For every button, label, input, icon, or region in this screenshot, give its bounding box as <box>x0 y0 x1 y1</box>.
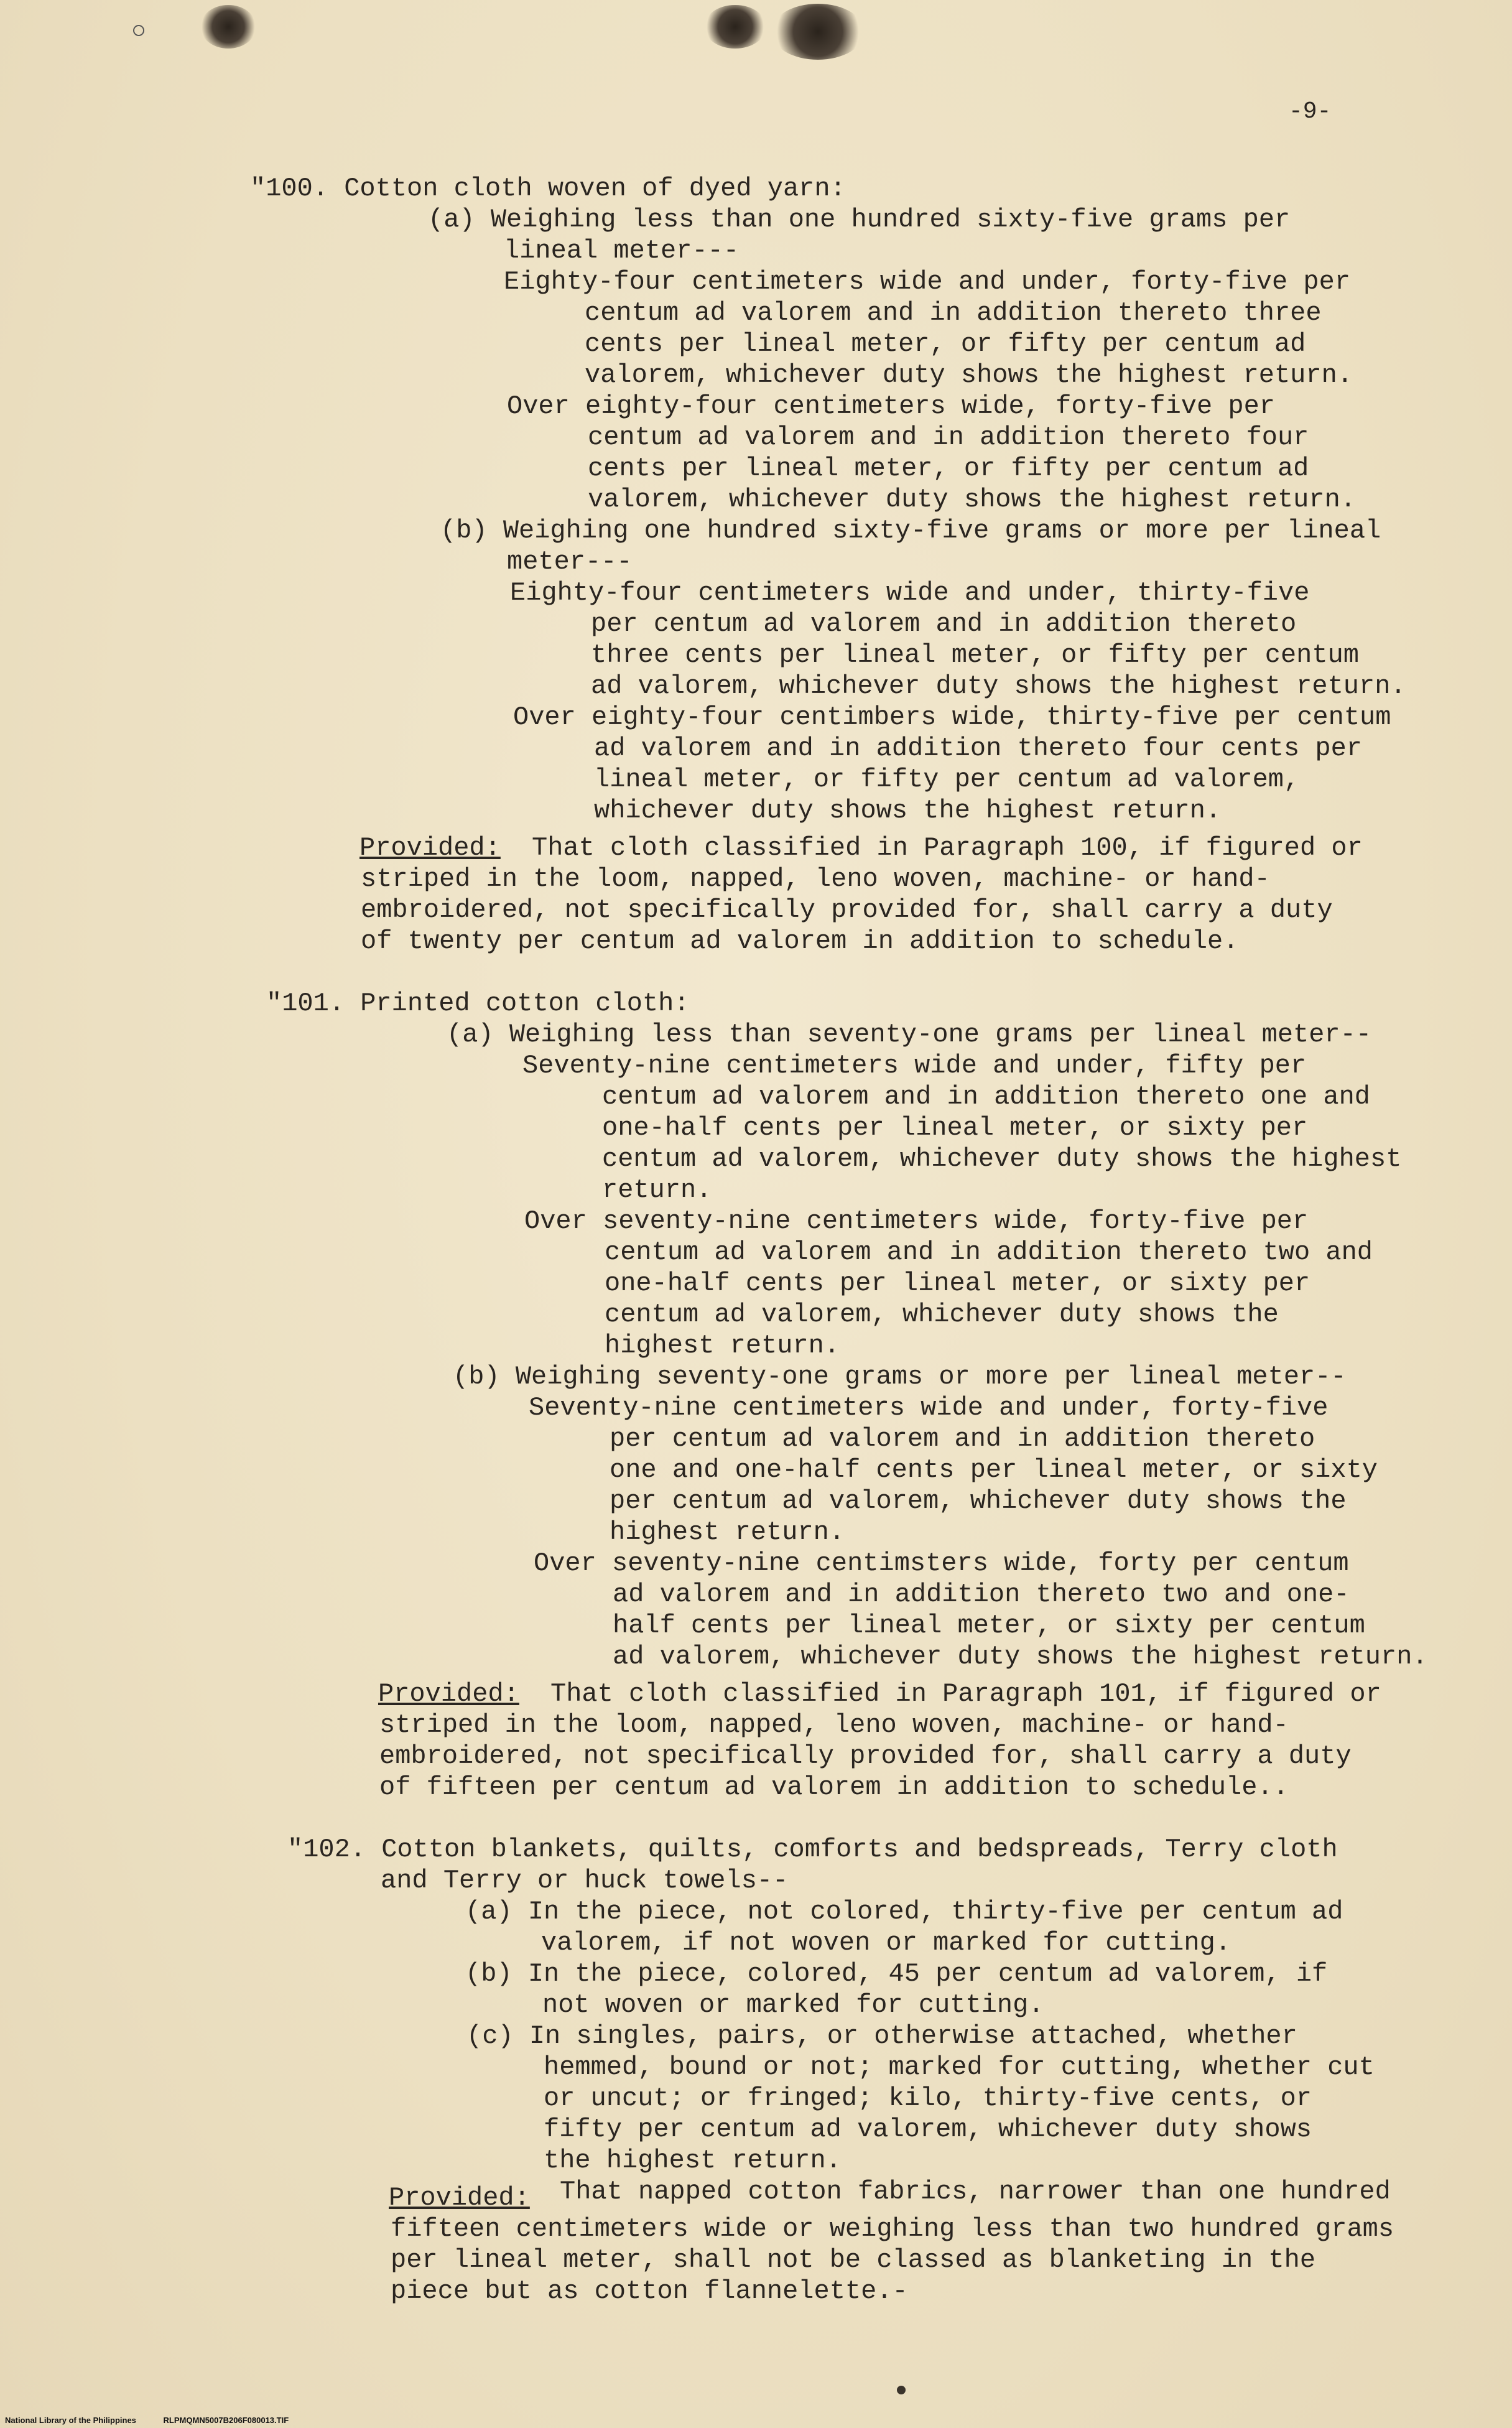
ink-stain <box>771 4 865 60</box>
p101-a1-line: centum ad valorem, whichever duty shows the highest <box>602 1144 1402 1174</box>
p100-provided-line: striped in the loom, napped, leno woven, machine- or hand- <box>361 864 1270 894</box>
p102-provided-label: Provided: <box>389 2183 530 2213</box>
paragraph-102-heading-cont: and Terry or huck towels-- <box>381 1866 789 1895</box>
p101-a1-line: one-half cents per lineal meter, or sixty per <box>602 1113 1308 1143</box>
p101-b1-line: per centum ad valorem, whichever duty shows the <box>610 1486 1347 1516</box>
p101-a-heading: (a) Weighing less than seventy-one grams per lineal meter-- <box>447 1020 1372 1049</box>
p100-a2-line: cents per lineal meter, or fifty per centum ad <box>588 454 1309 483</box>
punch-hole <box>133 25 144 36</box>
p100-provided-line: embroidered, not specifically provided for, shall carry a duty <box>361 895 1333 925</box>
p101-a1-line: return. <box>602 1175 712 1205</box>
p100-b-heading-cont: meter--- <box>507 547 633 577</box>
page-number: -9- <box>1289 98 1332 125</box>
p101-provided-line: embroidered, not specifically provided for, shall carry a duty <box>379 1741 1352 1771</box>
p101-provided-label: Provided: <box>378 1679 519 1709</box>
p101-b2-line: ad valorem, whichever duty shows the highest return. <box>613 1642 1428 1672</box>
p102-c-line: or uncut; or fringed; kilo, thirty-five cents, or <box>544 2083 1312 2113</box>
p100-a1-line: valorem, whichever duty shows the highest return. <box>585 360 1353 390</box>
p101-a2-line: centum ad valorem, whichever duty shows the <box>605 1300 1279 1329</box>
library-credit: National Library of the Philippines <box>5 2416 136 2425</box>
p100-a2-line: valorem, whichever duty shows the highest return. <box>588 485 1357 514</box>
paragraph-100-heading: "100. Cotton cloth woven of dyed yarn: <box>250 174 846 203</box>
p100-a-heading-cont: lineal meter--- <box>504 236 740 266</box>
file-name: RLPMQMN5007B206F080013.TIF <box>163 2416 289 2425</box>
ink-stain <box>704 5 766 49</box>
p101-b1-line: one and one-half cents per lineal meter, or sixty <box>610 1455 1378 1485</box>
p101-b1-line: per centum ad valorem and in addition thereto <box>610 1424 1315 1454</box>
p102-provided-line: That napped cotton fabrics, narrower than one hundred <box>560 2177 1391 2207</box>
p101-b2-line: ad valorem and in addition thereto two and one- <box>613 1579 1350 1609</box>
p100-provided-label: Provided: <box>359 833 501 863</box>
p100-a2-line: Over eighty-four centimeters wide, forty-five per <box>507 391 1276 421</box>
paragraph-101-heading: "101. Printed cotton cloth: <box>266 988 690 1018</box>
p102-provided-line: per lineal meter, shall not be classed as blanketing in the <box>391 2245 1316 2275</box>
p101-b1-line: highest return. <box>610 1517 845 1547</box>
p101-b1-line: Seventy-nine centimeters wide and under, forty-five <box>529 1393 1329 1423</box>
p100-a1-line: cents per lineal meter, or fifty per centum ad <box>585 329 1306 359</box>
p100-b1-line: Eighty-four centimeters wide and under, thirty-five <box>510 578 1310 608</box>
p100-b2-line: lineal meter, or fifty per centum ad valorem, <box>594 765 1300 794</box>
p101-a2-line: highest return. <box>605 1331 840 1361</box>
p100-a1-line: centum ad valorem and in addition thereto three <box>585 298 1322 328</box>
p101-a2-line: one-half cents per lineal meter, or sixty per <box>605 1268 1310 1298</box>
p101-provided-line: of fifteen per centum ad valorem in addition to schedule.. <box>379 1772 1289 1802</box>
p101-a2-line: centum ad valorem and in addition thereto two and <box>605 1237 1373 1267</box>
p100-provided-line: That cloth classified in Paragraph 100, if figured or <box>532 833 1363 863</box>
p101-b-heading: (b) Weighing seventy-one grams or more per lineal meter-- <box>453 1362 1347 1392</box>
p102-b-line: not woven or marked for cutting. <box>542 1990 1044 2020</box>
p100-b1-line: ad valorem, whichever duty shows the highest return. <box>591 671 1406 701</box>
p101-provided-line: striped in the loom, napped, leno woven, machine- or hand- <box>379 1710 1289 1740</box>
p100-a1-line: Eighty-four centimeters wide and under, forty-five per <box>504 267 1351 297</box>
p101-a2-line: Over seventy-nine centimeters wide, forty-five per <box>524 1206 1309 1236</box>
ink-stain <box>200 5 256 49</box>
p102-c-line: (c) In singles, pairs, or otherwise attached, whether <box>466 2021 1297 2051</box>
p102-a-line: (a) In the piece, not colored, thirty-five per centum ad <box>465 1897 1343 1927</box>
p100-b1-line: three cents per lineal meter, or fifty per centum <box>591 640 1360 670</box>
p100-b2-line: Over eighty-four centimbers wide, thirty-five per centum <box>513 702 1391 732</box>
p100-b2-line: whichever duty shows the highest return. <box>594 796 1222 826</box>
p100-a2-line: centum ad valorem and in addition thereto four <box>588 422 1309 452</box>
p101-provided-line: That cloth classified in Paragraph 101, if figured or <box>550 1679 1381 1709</box>
p100-b1-line: per centum ad valorem and in addition thereto <box>591 609 1297 639</box>
p102-provided-line: piece but as cotton flannelette.- <box>391 2276 908 2306</box>
ink-dot <box>897 2386 906 2394</box>
p100-provided-line: of twenty per centum ad valorem in addition to schedule. <box>361 926 1239 956</box>
p102-c-line: hemmed, bound or not; marked for cutting, whether cut <box>544 2052 1375 2082</box>
p101-b2-line: half cents per lineal meter, or sixty per centum <box>613 1611 1365 1640</box>
p101-a1-line: Seventy-nine centimeters wide and under, fifty per <box>522 1051 1307 1081</box>
p102-c-line: the highest return. <box>544 2146 842 2175</box>
p100-a-heading: (a) Weighing less than one hundred sixty-five grams per <box>428 205 1291 235</box>
p101-a1-line: centum ad valorem and in addition thereto one and <box>602 1082 1371 1112</box>
p101-b2-line: Over seventy-nine centimsters wide, forty per centum <box>534 1548 1349 1578</box>
p102-provided-line: fifteen centimeters wide or weighing less than two hundred grams <box>391 2214 1394 2244</box>
p102-c-line: fifty per centum ad valorem, whichever duty shows <box>544 2114 1312 2144</box>
scan-footer <box>5 2416 313 2425</box>
p100-b-heading: (b) Weighing one hundred sixty-five grams or more per lineal <box>440 516 1381 546</box>
p102-a-line: valorem, if not woven or marked for cutting. <box>541 1928 1231 1958</box>
p102-b-line: (b) In the piece, colored, 45 per centum ad valorem, if <box>465 1959 1328 1989</box>
p100-b2-line: ad valorem and in addition thereto four cents per <box>594 733 1363 763</box>
paragraph-102-heading: "102. Cotton blankets, quilts, comforts and bedspreads, Terry cloth <box>287 1835 1338 1864</box>
